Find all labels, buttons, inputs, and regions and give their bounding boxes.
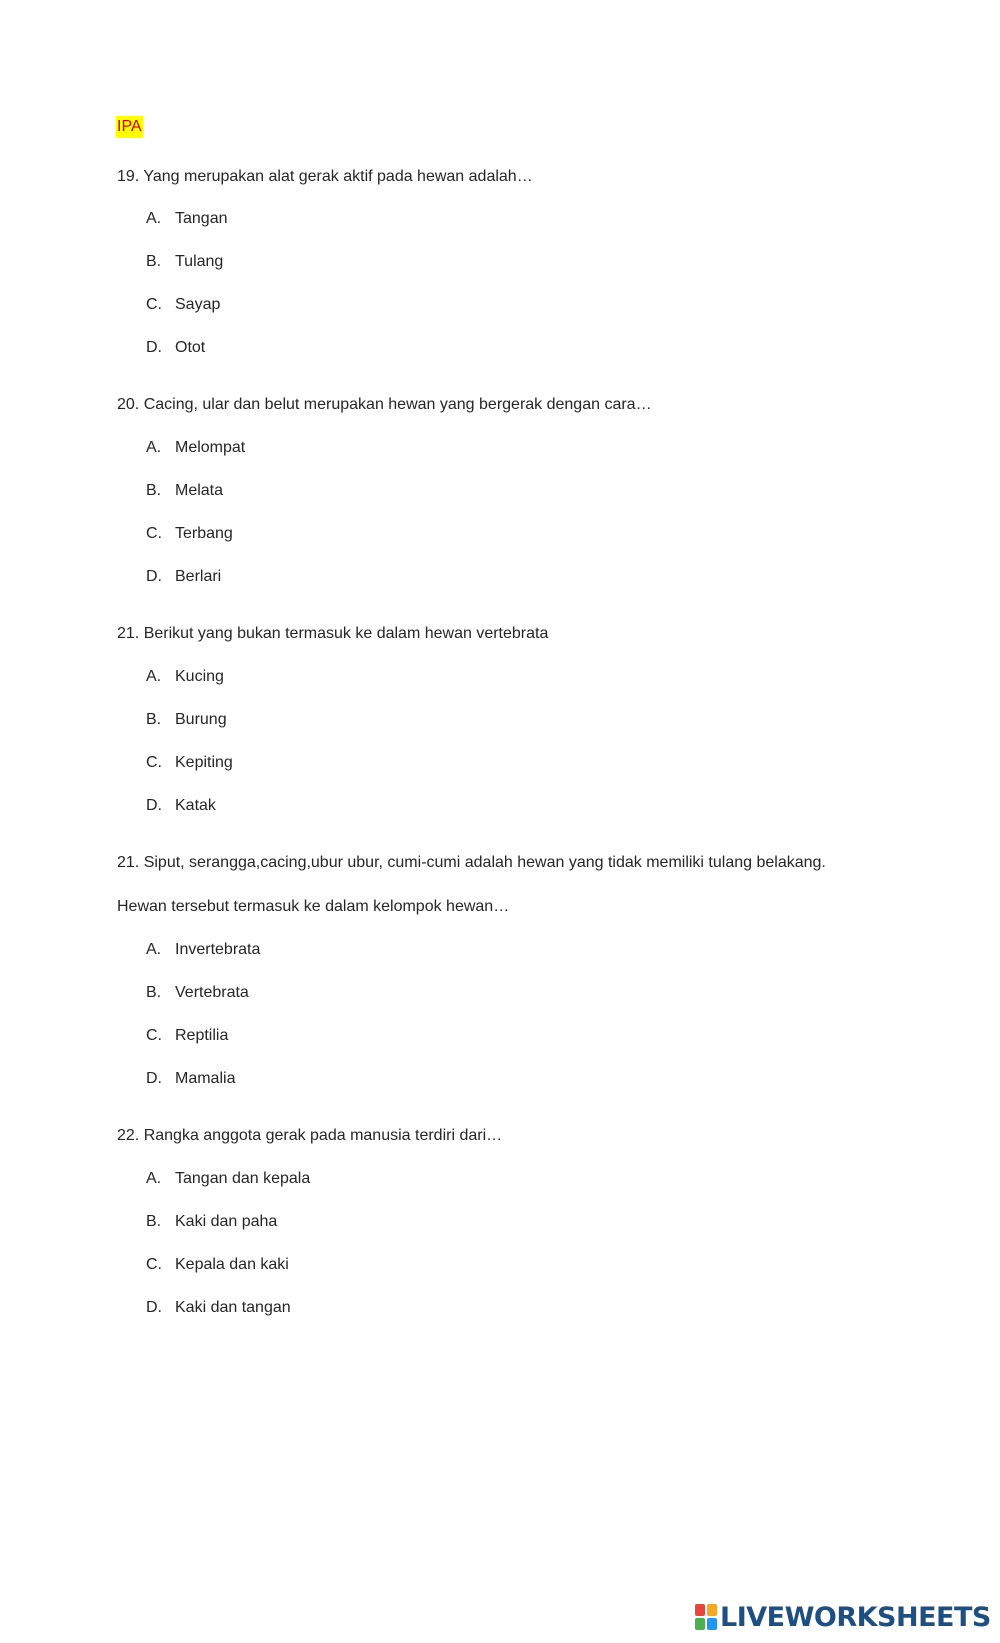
option-text: Tangan xyxy=(175,210,228,227)
option-text: Mamalia xyxy=(175,1070,236,1087)
logo-tile xyxy=(695,1618,705,1630)
option-text: Berlari xyxy=(175,568,222,585)
question-text: 19. Yang merupakan alat gerak aktif pada hewan adalah… xyxy=(117,168,533,185)
option-text: Kaki dan paha xyxy=(175,1213,278,1230)
question-text: 22. Rangka anggota gerak pada manusia terdiri dari… xyxy=(117,1127,503,1144)
option-letter: A. xyxy=(146,668,162,685)
option-letter: C. xyxy=(146,754,162,771)
logo-tile xyxy=(695,1604,705,1616)
option-letter: B. xyxy=(146,984,162,1001)
option-text: Tulang xyxy=(175,253,224,270)
answer-option[interactable] xyxy=(146,1068,235,1090)
option-letter: D. xyxy=(146,568,162,585)
answer-option[interactable] xyxy=(146,566,221,588)
option-text: Terbang xyxy=(175,525,233,542)
answer-option[interactable] xyxy=(146,982,249,1004)
option-letter: D. xyxy=(146,1299,162,1316)
option-letter: D. xyxy=(146,797,162,814)
option-text: Kucing xyxy=(175,668,224,685)
subject-label: IPA xyxy=(116,116,143,138)
option-letter: A. xyxy=(146,439,162,456)
option-text: Melata xyxy=(175,482,224,499)
option-text: Kaki dan tangan xyxy=(175,1299,291,1316)
answer-option[interactable] xyxy=(146,709,227,731)
option-text: Burung xyxy=(175,711,227,728)
question-text: 21. Siput, serangga,cacing,ubur ubur, cumi-cumi adalah hewan yang tidak memiliki tulang belakang. xyxy=(117,854,826,871)
liveworksheets-logo xyxy=(695,1602,991,1632)
option-text: Melompat xyxy=(175,439,246,456)
option-text: Tangan dan kepala xyxy=(175,1170,311,1187)
option-letter: D. xyxy=(146,1070,162,1087)
option-letter: C. xyxy=(146,1027,162,1044)
logo-text: LIVEWORKSHEETS xyxy=(720,1601,991,1633)
option-letter: B. xyxy=(146,482,162,499)
option-text: Katak xyxy=(175,797,216,814)
option-letter: C. xyxy=(146,1256,162,1273)
question-text: 20. Cacing, ular dan belut merupakan hewan yang bergerak dengan cara… xyxy=(117,396,652,413)
answer-option[interactable] xyxy=(146,523,233,545)
answer-option[interactable] xyxy=(146,795,216,817)
option-letter: B. xyxy=(146,1213,162,1230)
option-text: Invertebrata xyxy=(175,941,261,958)
option-letter: C. xyxy=(146,525,162,542)
answer-option[interactable] xyxy=(146,1254,289,1276)
option-text: Otot xyxy=(175,339,206,356)
answer-option[interactable] xyxy=(146,752,233,774)
option-letter: D. xyxy=(146,339,162,356)
option-text: Kepiting xyxy=(175,754,233,771)
answer-option[interactable] xyxy=(146,208,228,230)
option-text: Kepala dan kaki xyxy=(175,1256,289,1273)
answer-option[interactable] xyxy=(146,939,260,961)
question-text: 21. Berikut yang bukan termasuk ke dalam hewan vertebrata xyxy=(117,625,549,642)
answer-option[interactable] xyxy=(146,1211,277,1233)
answer-option[interactable] xyxy=(146,294,220,316)
option-text: Reptilia xyxy=(175,1027,229,1044)
answer-option[interactable] xyxy=(146,1297,291,1319)
answer-option[interactable] xyxy=(146,480,223,502)
answer-option[interactable] xyxy=(146,666,224,688)
answer-option[interactable] xyxy=(146,1025,228,1047)
option-letter: A. xyxy=(146,1170,162,1187)
answer-option[interactable] xyxy=(146,251,223,273)
answer-option[interactable] xyxy=(146,337,205,359)
option-letter: A. xyxy=(146,941,162,958)
answer-option[interactable] xyxy=(146,437,245,459)
liveworksheets-logo-icon xyxy=(695,1604,717,1630)
option-text: Sayap xyxy=(175,296,221,313)
question-text-continued: Hewan tersebut termasuk ke dalam kelompok hewan… xyxy=(117,898,510,915)
option-letter: C. xyxy=(146,296,162,313)
option-text: Vertebrata xyxy=(175,984,249,1001)
logo-tile xyxy=(707,1604,717,1616)
logo-tile xyxy=(707,1618,717,1630)
answer-option[interactable] xyxy=(146,1168,310,1190)
option-letter: B. xyxy=(146,711,162,728)
option-letter: B. xyxy=(146,253,162,270)
option-letter: A. xyxy=(146,210,162,227)
